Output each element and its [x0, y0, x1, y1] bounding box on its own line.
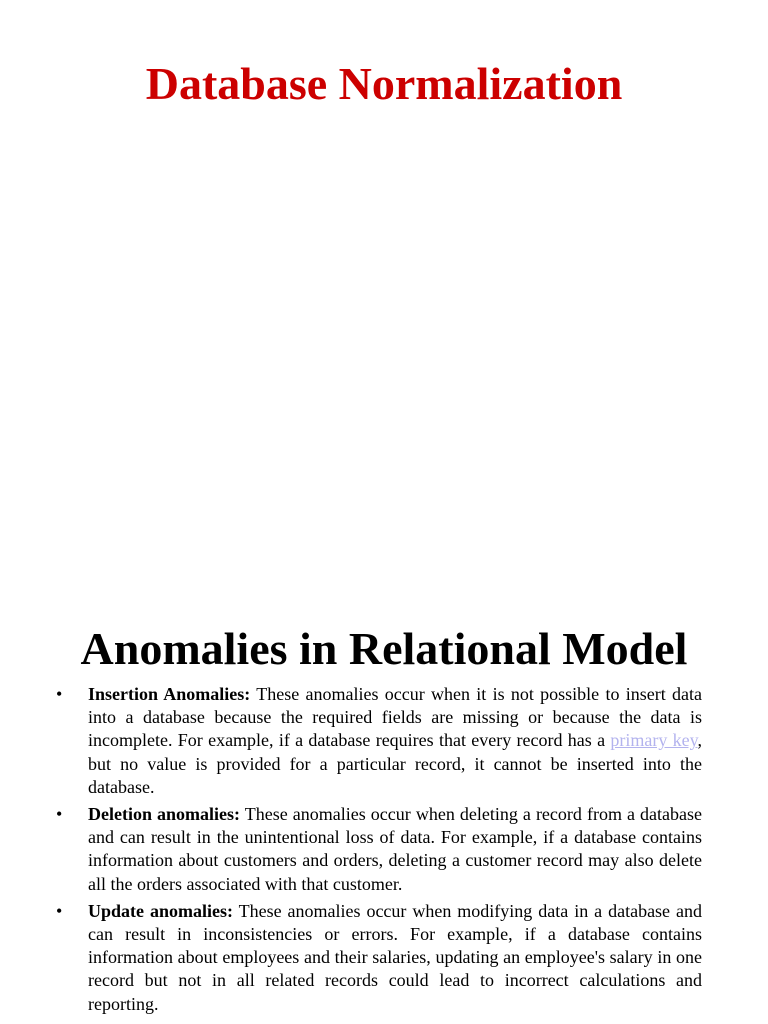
bullet-update-anomalies [56, 900, 702, 1016]
bullet-text-continued: , but no value is provided for a particular record, it cannot be inserted into the database. [88, 730, 702, 797]
section-heading: Anomalies in Relational Model [80, 623, 688, 674]
bullet-text: These anomalies occur when deleting a record from a database and can result in the unintentional loss of data. For example, if a database contains information about customers and orders, deleting a customer record may also delete all the orders associated with that customer. [88, 804, 702, 894]
anomalies-list [56, 683, 702, 1020]
bullet-deletion-anomalies [56, 803, 702, 896]
primary-key-link[interactable]: primary key [610, 730, 698, 751]
slide-title: Database Normalization [145, 58, 623, 109]
bullet-dot-icon: • [56, 900, 63, 921]
bullet-insertion-anomalies [56, 683, 702, 799]
bullet-dot-icon: • [56, 804, 63, 825]
bullet-term: Insertion Anomalies: [88, 684, 251, 704]
bullet-text: These anomalies occur when it is not possible to insert data into a database because the required fields are missing or because the data is incomplete. For example, if a database requires that every record has a [88, 684, 702, 751]
bullet-term: Deletion anomalies: [88, 804, 241, 825]
bullet-dot-icon: • [56, 684, 63, 704]
bullet-term: Update anomalies: [88, 900, 233, 921]
bullet-text: These anomalies occur when modifying data in a database and can result in inconsistencies or errors. For example, if a database contains information about employees and their salaries, updating an employee's salary in one record but not in all related records could lead to incorrect calculations and reporting. [88, 900, 702, 1014]
